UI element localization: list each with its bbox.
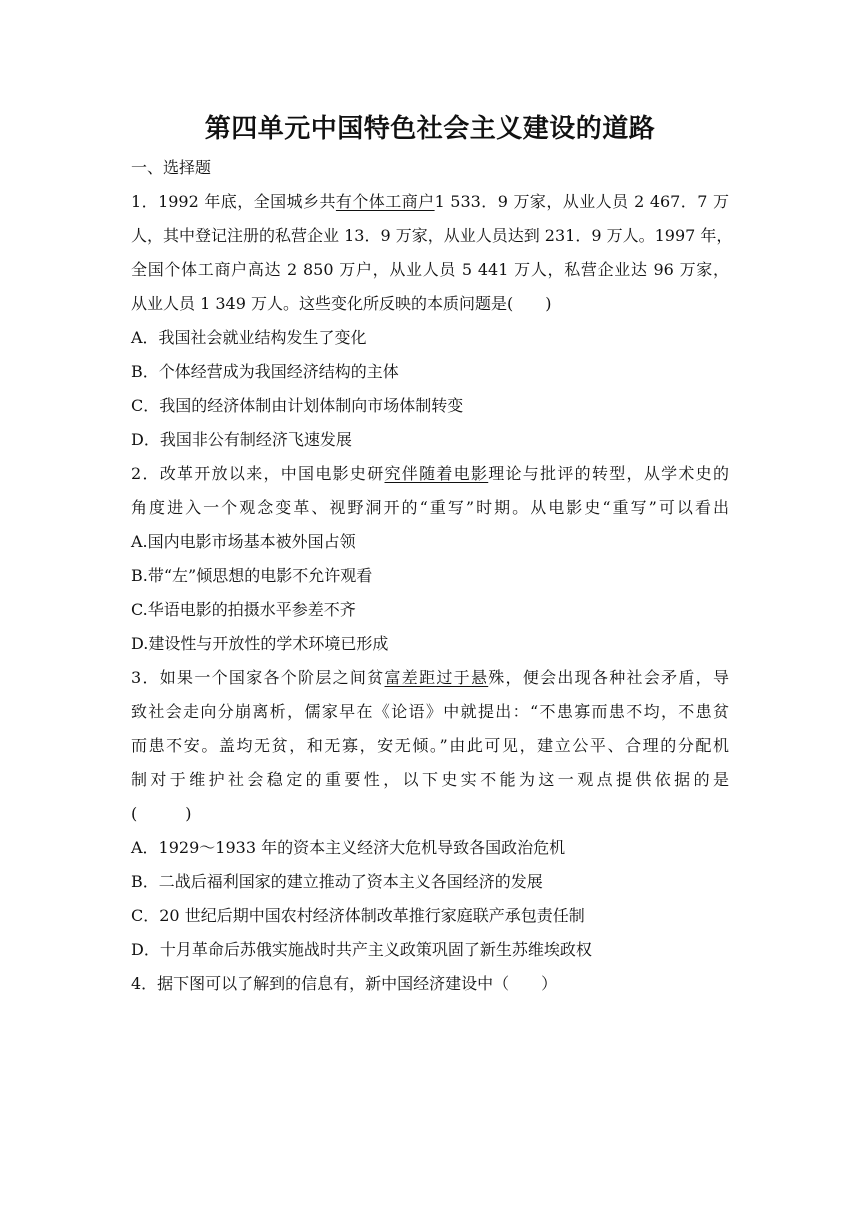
section-heading: 一、选择题 [131, 158, 212, 177]
page-title: 第四单元中国特色社会主义建设的道路 [204, 114, 656, 144]
q4-stem-line-1: 4．据下图可以了解到的信息有，新中国经济建设中（ ） [131, 974, 558, 993]
q1-option-d: D．我国非公有制经济飞速发展 [131, 430, 352, 449]
q2-option-a: A.国内电影市场基本被外国占领 [131, 532, 356, 551]
q3-stem-line-4: 制对于维护社会稳定的重要性，以下史实不能为这一观点提供依据的是 [131, 770, 729, 789]
q2-option-b: B.带“左”倾思想的电影不允许观看 [131, 566, 373, 585]
q3-stem-line-2: 致社会走向分崩离析，儒家早在《论语》中就提出：“不患寡而患不均，不患贫 [131, 702, 729, 721]
q1-stem-line-1: 1．1992 年底，全国城乡共有个体工商户1 533．9 万家，从业人员 2 467．7 万 [131, 192, 729, 211]
q3-option-b: B．二战后福利国家的建立推动了资本主义各国经济的发展 [131, 872, 543, 891]
q3-stem-line-3: 而患不安。盖均无贫，和无寡，安无倾。”由此可见，建立公平、合理的分配机 [131, 736, 729, 755]
q2-option-d: D.建设性与开放性的学术环境已形成 [131, 634, 389, 653]
q1-option-a: A．我国社会就业结构发生了变化 [131, 328, 367, 347]
q2-underlined-text: 究伴随着电影 [384, 464, 489, 483]
q1-option-b: B．个体经营成为我国经济结构的主体 [131, 362, 399, 381]
q1-underlined-text: 有个体工商户 [335, 192, 435, 211]
q3-option-a: A．1929～1933 年的资本主义经济大危机导致各国政治危机 [131, 838, 566, 857]
q1-stem-line-2: 人，其中登记注册的私营企业 13．9 万家，从业人员达到 231．9 万人。1997 年， [131, 226, 733, 245]
q2-option-c: C.华语电影的拍摄水平参差不齐 [131, 600, 356, 619]
q1-stem-line-4: 从业人员 1 349 万人。这些变化所反映的本质问题是( ) [131, 294, 552, 313]
q2-stem-line-2: 角度进入一个观念变革、视野洞开的“重写”时期。从电影史“重写”可以看出 [131, 498, 729, 517]
q3-stem-line-5: ( ) [131, 804, 192, 823]
q1-stem-line-3: 全国个体工商户高达 2 850 万户，从业人员 5 441 万人，私营企业达 96 万家， [131, 260, 729, 279]
q3-option-c: C．20 世纪后期中国农村经济体制改革推行家庭联产承包责任制 [131, 906, 585, 925]
q3-option-d: D．十月革命后苏俄实施战时共产主义政策巩固了新生苏维埃政权 [131, 940, 592, 959]
q3-stem-line-1: 3．如果一个国家各个阶层之间贫富差距过于悬殊，便会出现各种社会矛盾，导 [131, 668, 729, 687]
q2-stem-line-1: 2．改革开放以来，中国电影史研究伴随着电影理论与批评的转型，从学术史的 [131, 464, 729, 483]
q1-option-c: C．我国的经济体制由计划体制向市场体制转变 [131, 396, 464, 415]
q3-underlined-text: 富差距过于悬 [384, 668, 489, 687]
